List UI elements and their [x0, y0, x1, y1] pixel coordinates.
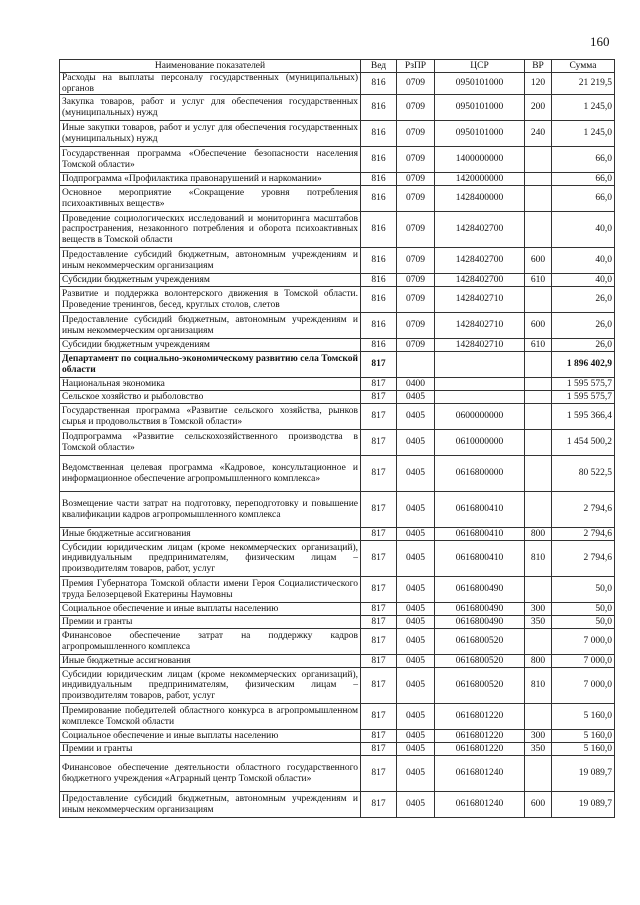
row-rzpr: 0709 [397, 287, 435, 313]
row-rzpr: 0709 [397, 147, 435, 173]
header-sum: Сумма [552, 60, 615, 73]
row-vr: 610 [525, 274, 552, 287]
row-csr: 0616800410 [435, 528, 525, 541]
row-name: Подпрограмма «Развитие сельскохозяйственного производства в Томской области» [60, 430, 361, 456]
row-vr [525, 629, 552, 655]
row-vr: 350 [525, 616, 552, 629]
row-ved: 817 [361, 378, 397, 391]
row-ved: 816 [361, 339, 397, 352]
row-name: Ведомственная целевая программа «Кадровое, консультационное и информационное обеспечение агропромышленного комплекса» [60, 456, 361, 492]
row-sum: 5 160,0 [552, 743, 615, 756]
row-vr [525, 352, 552, 378]
row-csr [435, 391, 525, 404]
row-vr: 240 [525, 121, 552, 147]
row-sum: 7 000,0 [552, 655, 615, 668]
row-sum: 1 595 575,7 [552, 378, 615, 391]
row-sum: 19 089,7 [552, 792, 615, 818]
row-name: Финансовое обеспечение затрат на поддержку кадров агропромышленного комплекса [60, 629, 361, 655]
row-ved: 816 [361, 73, 397, 95]
row-csr: 0616800490 [435, 603, 525, 616]
row-csr [435, 352, 525, 378]
row-rzpr: 0405 [397, 456, 435, 492]
row-name: Иные закупки товаров, работ и услуг для обеспечения государственных (муниципальных) нужд [60, 121, 361, 147]
row-ved: 817 [361, 616, 397, 629]
row-csr: 1428402710 [435, 313, 525, 339]
row-ved: 817 [361, 404, 397, 430]
row-sum: 50,0 [552, 616, 615, 629]
row-sum: 19 089,7 [552, 756, 615, 792]
row-vr: 600 [525, 248, 552, 274]
row-csr: 0950101000 [435, 121, 525, 147]
row-sum: 2 794,6 [552, 528, 615, 541]
row-name: Премии и гранты [60, 743, 361, 756]
row-rzpr: 0405 [397, 391, 435, 404]
table-row [60, 378, 615, 391]
table-row [60, 121, 615, 147]
row-vr [525, 391, 552, 404]
row-ved: 817 [361, 629, 397, 655]
table-row [60, 430, 615, 456]
row-sum: 2 794,6 [552, 541, 615, 577]
row-rzpr: 0405 [397, 404, 435, 430]
row-vr: 600 [525, 792, 552, 818]
row-csr: 0616800490 [435, 616, 525, 629]
table-row [60, 404, 615, 430]
row-ved: 817 [361, 792, 397, 818]
row-sum: 40,0 [552, 248, 615, 274]
row-rzpr: 0405 [397, 756, 435, 792]
table-row [60, 95, 615, 121]
row-vr: 300 [525, 603, 552, 616]
row-rzpr: 0405 [397, 577, 435, 603]
row-vr [525, 430, 552, 456]
row-ved: 817 [361, 756, 397, 792]
row-sum: 7 000,0 [552, 668, 615, 704]
row-vr [525, 287, 552, 313]
row-ved: 817 [361, 730, 397, 743]
row-rzpr: 0709 [397, 339, 435, 352]
table-row [60, 629, 615, 655]
table-header-row [60, 60, 615, 73]
row-ved: 817 [361, 743, 397, 756]
row-vr: 350 [525, 743, 552, 756]
row-vr: 300 [525, 730, 552, 743]
row-ved: 816 [361, 147, 397, 173]
row-vr [525, 147, 552, 173]
row-ved: 816 [361, 248, 397, 274]
row-vr: 810 [525, 541, 552, 577]
row-ved: 816 [361, 186, 397, 212]
row-csr: 0616800520 [435, 629, 525, 655]
row-vr [525, 186, 552, 212]
row-vr [525, 456, 552, 492]
row-vr [525, 756, 552, 792]
table-row [60, 186, 615, 212]
table-row [60, 212, 615, 248]
row-ved: 817 [361, 456, 397, 492]
row-rzpr: 0709 [397, 248, 435, 274]
row-ved: 817 [361, 655, 397, 668]
row-ved: 817 [361, 391, 397, 404]
row-vr [525, 378, 552, 391]
header-name: Наименование показателей [60, 60, 361, 73]
row-csr: 0610000000 [435, 430, 525, 456]
row-sum: 1 454 500,2 [552, 430, 615, 456]
row-csr: 0616801220 [435, 704, 525, 730]
table-row [60, 352, 615, 378]
row-csr: 0616800000 [435, 456, 525, 492]
row-sum: 40,0 [552, 212, 615, 248]
table-row [60, 73, 615, 95]
row-csr: 1428402700 [435, 212, 525, 248]
row-csr: 1428402700 [435, 248, 525, 274]
row-csr: 0616800520 [435, 655, 525, 668]
budget-table [59, 59, 615, 818]
row-ved: 816 [361, 287, 397, 313]
table-row [60, 313, 615, 339]
row-sum: 50,0 [552, 603, 615, 616]
row-vr: 800 [525, 528, 552, 541]
row-rzpr: 0709 [397, 121, 435, 147]
row-ved: 817 [361, 603, 397, 616]
table-row [60, 147, 615, 173]
row-sum: 5 160,0 [552, 730, 615, 743]
table-row [60, 655, 615, 668]
table-row [60, 743, 615, 756]
row-ved: 817 [361, 528, 397, 541]
row-sum: 1 245,0 [552, 121, 615, 147]
row-csr: 1420000000 [435, 173, 525, 186]
row-csr: 0600000000 [435, 404, 525, 430]
row-name: Предоставление субсидий бюджетным, автономным учреждениям и иным некоммерческим организациям [60, 313, 361, 339]
page-number: 160 [590, 34, 610, 49]
row-name: Субсидии бюджетным учреждениям [60, 339, 361, 352]
row-name: Подпрограмма «Профилактика правонарушений и наркомании» [60, 173, 361, 186]
row-name: Возмещение части затрат на подготовку, переподготовку и повышение квалификации кадров агропромышленного комплекса [60, 492, 361, 528]
table-row [60, 287, 615, 313]
row-rzpr: 0405 [397, 668, 435, 704]
row-rzpr: 0709 [397, 95, 435, 121]
table-row [60, 492, 615, 528]
row-csr [435, 378, 525, 391]
table-row [60, 541, 615, 577]
row-name: Субсидии юридическим лицам (кроме некоммерческих организаций), индивидуальным предпринимателям, физическим лицам – производителям товаров, работ, услуг [60, 668, 361, 704]
row-ved: 817 [361, 492, 397, 528]
table-row [60, 391, 615, 404]
row-name: Основное мероприятие «Сокращение уровня потребления психоактивных веществ» [60, 186, 361, 212]
row-name: Иные бюджетные ассигнования [60, 655, 361, 668]
row-rzpr: 0405 [397, 430, 435, 456]
row-sum: 26,0 [552, 339, 615, 352]
row-ved: 817 [361, 352, 397, 378]
row-rzpr: 0405 [397, 541, 435, 577]
row-name: Субсидии юридическим лицам (кроме некоммерческих организаций), индивидуальным предпринимателям, физическим лицам – производителям товаров, работ, услуг [60, 541, 361, 577]
row-vr [525, 212, 552, 248]
row-sum: 80 522,5 [552, 456, 615, 492]
row-rzpr: 0405 [397, 616, 435, 629]
row-name: Предоставление субсидий бюджетным, автономным учреждениям и иным некоммерческим организациям [60, 792, 361, 818]
row-sum: 66,0 [552, 147, 615, 173]
row-csr: 0616801240 [435, 756, 525, 792]
row-csr: 0950101000 [435, 95, 525, 121]
row-rzpr: 0709 [397, 212, 435, 248]
table-row [60, 274, 615, 287]
row-ved: 817 [361, 577, 397, 603]
row-name: Развитие и поддержка волонтерского движения в Томской области. Проведение тренингов, бесед, круглых столов, слетов [60, 287, 361, 313]
row-name: Социальное обеспечение и иные выплаты населению [60, 730, 361, 743]
row-sum: 1 595 575,7 [552, 391, 615, 404]
row-sum: 1 896 402,9 [552, 352, 615, 378]
row-rzpr: 0405 [397, 629, 435, 655]
row-sum: 2 794,6 [552, 492, 615, 528]
row-csr: 1428402710 [435, 339, 525, 352]
row-ved: 816 [361, 274, 397, 287]
table-row [60, 730, 615, 743]
table-row [60, 528, 615, 541]
row-name: Проведение социологических исследований и мониторинга масштабов распространения, незаконного потребления и оборота психоактивных веществ в Томской области [60, 212, 361, 248]
row-vr [525, 404, 552, 430]
row-ved: 816 [361, 313, 397, 339]
table-row [60, 616, 615, 629]
header-csr: ЦСР [435, 60, 525, 73]
row-rzpr: 0400 [397, 378, 435, 391]
row-rzpr: 0709 [397, 186, 435, 212]
row-name: Социальное обеспечение и иные выплаты населению [60, 603, 361, 616]
row-ved: 816 [361, 173, 397, 186]
row-sum: 50,0 [552, 577, 615, 603]
row-vr [525, 704, 552, 730]
row-rzpr: 0709 [397, 173, 435, 186]
row-rzpr: 0405 [397, 704, 435, 730]
row-csr: 0616800520 [435, 668, 525, 704]
row-name: Иные бюджетные ассигнования [60, 528, 361, 541]
row-vr: 810 [525, 668, 552, 704]
row-csr: 0950101000 [435, 73, 525, 95]
row-rzpr: 0405 [397, 492, 435, 528]
row-csr: 0616800490 [435, 577, 525, 603]
row-csr: 1428402710 [435, 287, 525, 313]
row-csr: 1428402700 [435, 274, 525, 287]
row-vr: 600 [525, 313, 552, 339]
table-row [60, 339, 615, 352]
row-ved: 816 [361, 212, 397, 248]
table-row [60, 173, 615, 186]
row-rzpr: 0405 [397, 792, 435, 818]
row-csr: 0616801220 [435, 730, 525, 743]
table-row [60, 668, 615, 704]
row-rzpr: 0405 [397, 603, 435, 616]
row-rzpr: 0405 [397, 528, 435, 541]
row-rzpr: 0405 [397, 730, 435, 743]
row-rzpr: 0405 [397, 655, 435, 668]
row-csr: 1428400000 [435, 186, 525, 212]
row-name: Расходы на выплаты персоналу государственных (муниципальных) органов [60, 73, 361, 95]
row-name: Предоставление субсидий бюджетным, автономным учреждениям и иным некоммерческим организациям [60, 248, 361, 274]
row-vr: 120 [525, 73, 552, 95]
row-sum: 21 219,5 [552, 73, 615, 95]
row-rzpr: 0709 [397, 73, 435, 95]
header-ved: Вед [361, 60, 397, 73]
row-name: Государственная программа «Развитие сельского хозяйства, рынков сырья и продовольствия в Томской области» [60, 404, 361, 430]
table-row [60, 603, 615, 616]
table-row [60, 792, 615, 818]
row-csr: 0616800410 [435, 492, 525, 528]
row-name: Субсидии бюджетным учреждениям [60, 274, 361, 287]
table-row [60, 456, 615, 492]
row-rzpr: 0709 [397, 313, 435, 339]
row-sum: 7 000,0 [552, 629, 615, 655]
row-sum: 26,0 [552, 313, 615, 339]
table-row [60, 756, 615, 792]
row-sum: 1 245,0 [552, 95, 615, 121]
row-ved: 816 [361, 121, 397, 147]
table-row [60, 704, 615, 730]
row-csr: 0616800410 [435, 541, 525, 577]
row-vr: 800 [525, 655, 552, 668]
row-sum: 66,0 [552, 186, 615, 212]
row-name: Государственная программа «Обеспечение безопасности населения Томской области» [60, 147, 361, 173]
row-sum: 26,0 [552, 287, 615, 313]
row-ved: 817 [361, 430, 397, 456]
row-vr [525, 173, 552, 186]
row-name: Премия Губернатора Томской области имени Героя Социалистического труда Белозерцевой Екатерины Наумовны [60, 577, 361, 603]
row-ved: 817 [361, 704, 397, 730]
row-name: Премии и гранты [60, 616, 361, 629]
row-csr: 0616801240 [435, 792, 525, 818]
row-name: Национальная экономика [60, 378, 361, 391]
row-vr [525, 492, 552, 528]
header-rzpr: РзПР [397, 60, 435, 73]
row-ved: 816 [361, 95, 397, 121]
row-name: Департамент по социально-экономическому развитию села Томской области [60, 352, 361, 378]
row-ved: 817 [361, 541, 397, 577]
row-sum: 5 160,0 [552, 704, 615, 730]
row-name: Финансовое обеспечение деятельности областного государственного бюджетного учреждения «Аграрный центр Томской области» [60, 756, 361, 792]
header-vr: ВР [525, 60, 552, 73]
row-name: Премирование победителей областного конкурса в агропромышленном комплексе Томской области [60, 704, 361, 730]
row-sum: 1 595 366,4 [552, 404, 615, 430]
row-name: Закупка товаров, работ и услуг для обеспечения государственных (муниципальных) нужд [60, 95, 361, 121]
table-row [60, 577, 615, 603]
row-name: Сельское хозяйство и рыболовство [60, 391, 361, 404]
row-csr: 0616801220 [435, 743, 525, 756]
row-sum: 40,0 [552, 274, 615, 287]
table-row [60, 248, 615, 274]
row-sum: 66,0 [552, 173, 615, 186]
row-rzpr: 0709 [397, 274, 435, 287]
row-vr [525, 577, 552, 603]
row-vr: 610 [525, 339, 552, 352]
row-rzpr: 0405 [397, 743, 435, 756]
row-rzpr [397, 352, 435, 378]
row-vr: 200 [525, 95, 552, 121]
row-csr: 1400000000 [435, 147, 525, 173]
row-ved: 817 [361, 668, 397, 704]
